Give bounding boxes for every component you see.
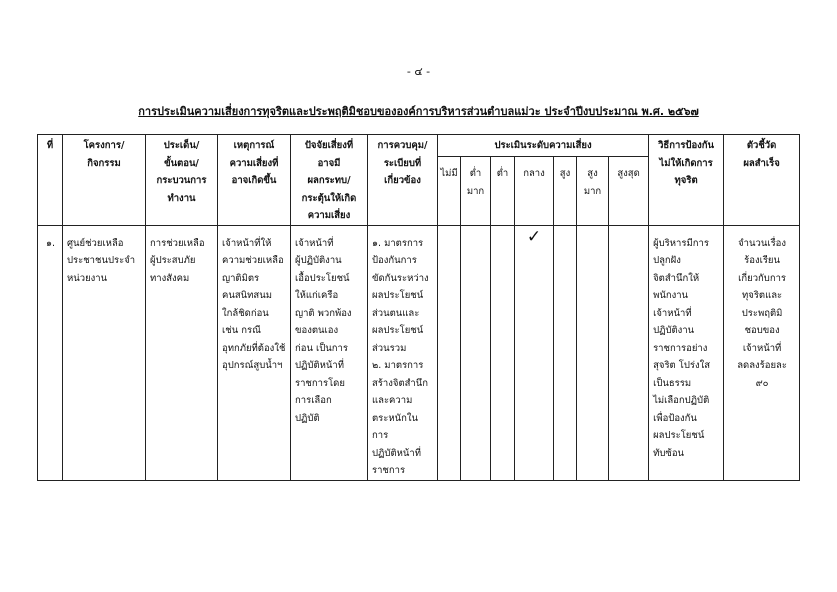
cell-level-very-low bbox=[461, 225, 491, 480]
table-row bbox=[38, 225, 800, 480]
cell-control: ๑. มาตรการ ป้องกันการ ขัดกันระหว่าง ผลประโยชน์ ส่วนตนและ ผลประโยชน์ ส่วนรวม ๒. มาตรการ สร้างจิตสำนึก และความ ตระหนักในการ ปฏิบัติหน้าที่ ราชการ bbox=[368, 225, 438, 480]
cell-risk-event: เจ้าหน้าที่ให้ ความช่วยเหลือ ญาติมิตร คนสนิทสนม ใกล้ชิดก่อน เช่น กรณี อุทกภัยที่ต้องใช้ อุปกรณ์สูบน้ำฯ bbox=[218, 225, 291, 480]
cell-indicator: จำนวนเรื่อง ร้องเรียน เกี่ยวกับการ ทุจริตและ ประพฤติมิ ชอบของ เจ้าหน้าที่ ลดลงร้อยละ ๙๐ bbox=[724, 225, 800, 480]
cell-level-highest bbox=[609, 225, 649, 480]
cell-issue: การช่วยเหลือ ผู้ประสบภัย ทางสังคม bbox=[146, 225, 218, 480]
page-number: - ๔ - bbox=[406, 65, 431, 78]
header-level-very-high: สูง มาก bbox=[577, 157, 609, 225]
cell-level-low bbox=[491, 225, 515, 480]
header-level-highest: สูงสุด bbox=[609, 157, 649, 225]
cell-level-medium bbox=[515, 225, 554, 480]
risk-assessment-table bbox=[37, 134, 800, 481]
level-mark bbox=[609, 226, 648, 228]
level-mark bbox=[554, 226, 576, 228]
cell-level-high bbox=[554, 225, 577, 480]
header-level-medium: กลาง bbox=[515, 157, 554, 225]
level-mark bbox=[577, 226, 608, 228]
header-level-none: ไม่มี bbox=[438, 157, 461, 225]
header-control: การควบคุม/ ระเบียบที่ เกี่ยวข้อง bbox=[368, 135, 438, 226]
level-mark bbox=[461, 226, 490, 228]
header-risk-event: เหตุการณ์ ความเสี่ยงที่ อาจเกิดขึ้น bbox=[218, 135, 291, 226]
header-level-high: สูง bbox=[554, 157, 577, 225]
level-mark bbox=[438, 226, 460, 228]
header-risk-factor: ปัจจัยเสี่ยงที่ อาจมี ผลกระทบ/ กระตุ้นให้เกิด ความเสี่ยง bbox=[291, 135, 368, 226]
cell-project: ศูนย์ช่วยเหลือ ประชาชนประจำ หน่วยงาน bbox=[63, 225, 146, 480]
document-title: การประเมินความเสี่ยงการทุจริตและประพฤติมิชอบขององค์การบริหารส่วนตำบลแม่วะ ประจำปีงบประมาณ พ.ศ. ๒๕๖๗ bbox=[138, 105, 699, 118]
header-level-low: ต่ำ bbox=[491, 157, 515, 225]
header-project: โครงการ/ กิจกรรม bbox=[63, 135, 146, 226]
header-level-very-low: ต่ำ มาก bbox=[461, 157, 491, 225]
header-prevention: วิธีการป้องกัน ไม่ให้เกิดการ ทุจริต bbox=[649, 135, 724, 226]
cell-level-none bbox=[438, 225, 461, 480]
cell-no: ๑. bbox=[38, 225, 63, 480]
cell-risk-factor: เจ้าหน้าที่ ผู้ปฏิบัติงาน เอื้อประโยชน์ ให้แก่เครือ ญาติ พวกพ้อง ของตนเอง ก่อน เป็นการ ปฏิบัติหน้าที่ ราชการโดย การเลือก ปฏิบัติ bbox=[291, 225, 368, 480]
header-issue: ประเด็น/ ขั้นตอน/ กระบวนการ ทำงาน bbox=[146, 135, 218, 226]
cell-level-very-high bbox=[577, 225, 609, 480]
level-mark bbox=[491, 226, 514, 228]
header-risk-level-group: ประเมินระดับความเสี่ยง bbox=[438, 135, 649, 157]
checkmark-icon: ✓ bbox=[526, 226, 542, 247]
header-no: ที่ bbox=[38, 135, 63, 226]
header-indicator: ตัวชี้วัด ผลสำเร็จ bbox=[724, 135, 800, 226]
cell-prevention: ผู้บริหารมีการ ปลูกฝัง จิตสำนึกให้ พนักงาน เจ้าหน้าที่ ปฏิบัติงาน ราชการอย่าง สุจริต โปร่งใส เป็นธรรม ไม่เลือกปฏิบัติ เพื่อป้องกัน ผลประโยชน์ ทับซ้อน bbox=[649, 225, 724, 480]
